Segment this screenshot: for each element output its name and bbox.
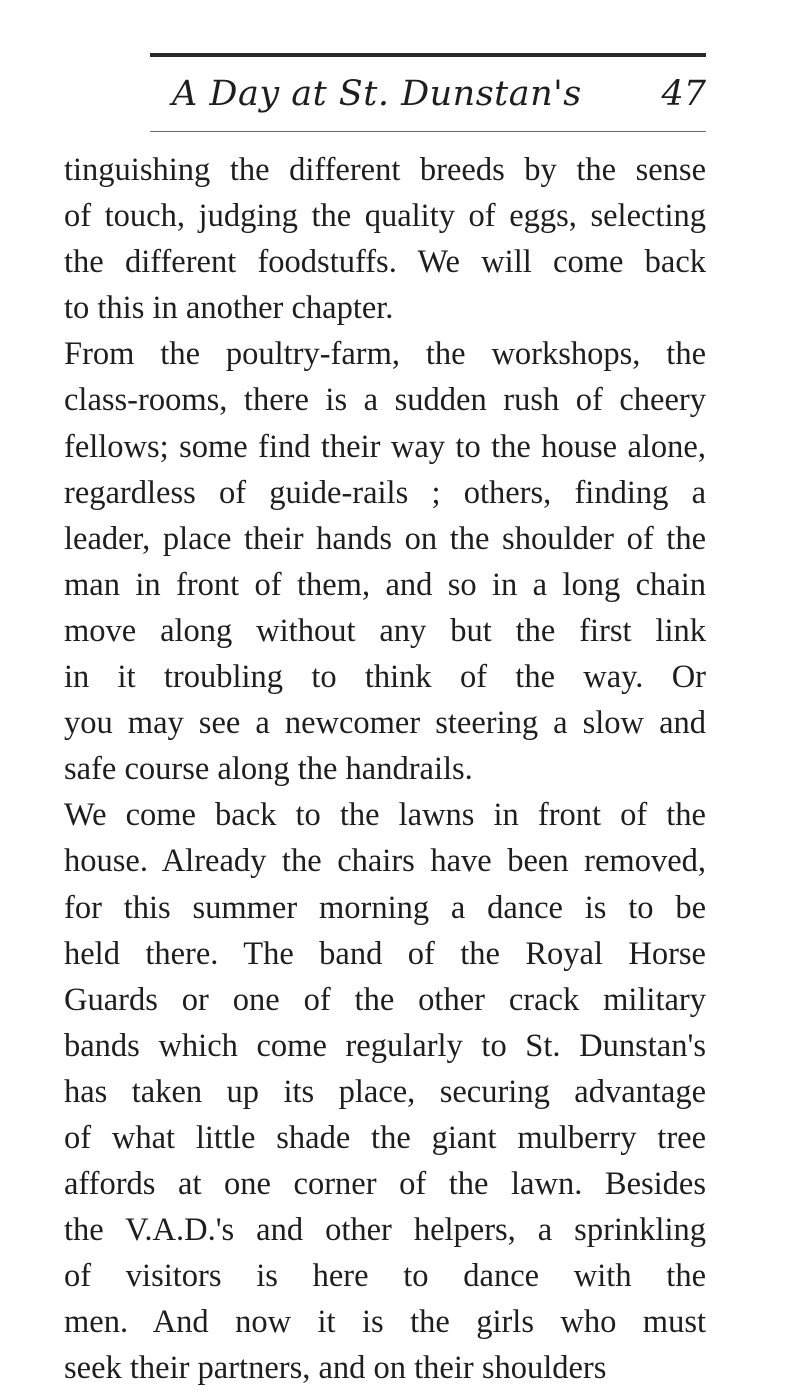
text-line: From the poultry-farm, the workshops, the	[64, 336, 706, 373]
text-line: held there. The band of the Royal Horse	[64, 935, 706, 972]
text-line: safe course along the handrails.	[64, 751, 473, 788]
header-top-rule	[150, 53, 706, 57]
text-line: regardless of guide-rails ; others, finding a	[64, 474, 706, 511]
text-line: for this summer morning a dance is to be	[64, 889, 706, 926]
text-line: house. Already the chairs have been removed,	[64, 843, 706, 880]
text-line: seek their partners, and on their shoulders	[64, 1350, 607, 1387]
text-line: fellows; some find their way to the house alone,	[64, 428, 706, 465]
text-line: in it troubling to think of the way. Or	[64, 659, 706, 696]
text-line: man in front of them, and so in a long chain	[64, 566, 706, 603]
text-line: bands which come regularly to St. Dunstan's	[64, 1027, 706, 1064]
text-line: the V.A.D.'s and other helpers, a sprinkling	[64, 1212, 706, 1249]
text-line: men. And now it is the girls who must	[64, 1304, 706, 1341]
text-line: you may see a newcomer steering a slow and	[64, 705, 706, 742]
text-line: of what little shade the giant mulberry tree	[64, 1119, 706, 1156]
text-line: of touch, judging the quality of eggs, selecting	[64, 198, 706, 235]
text-line: has taken up its place, securing advantage	[64, 1073, 706, 1110]
text-line: class-rooms, there is a sudden rush of cheery	[64, 382, 706, 419]
text-line: of visitors is here to dance with the	[64, 1258, 706, 1295]
text-line: move along without any but the first link	[64, 612, 706, 649]
running-title: A Day at St. Dunstan's	[172, 74, 582, 114]
text-line: We come back to the lawns in front of the	[64, 797, 706, 834]
body-text	[64, 147, 706, 1392]
running-header	[150, 70, 706, 124]
text-line: Guards or one of the other crack military	[64, 981, 706, 1018]
text-line: tinguishing the different breeds by the sense	[64, 152, 706, 188]
text-line: leader, place their hands on the shoulder of the	[64, 520, 706, 557]
text-line: the different foodstuffs. We will come back	[64, 244, 706, 281]
header-bottom-rule	[150, 131, 706, 132]
text-line: to this in another chapter.	[64, 290, 394, 327]
text-line: affords at one corner of the lawn. Besides	[64, 1166, 706, 1203]
page-number: 47	[661, 74, 706, 114]
